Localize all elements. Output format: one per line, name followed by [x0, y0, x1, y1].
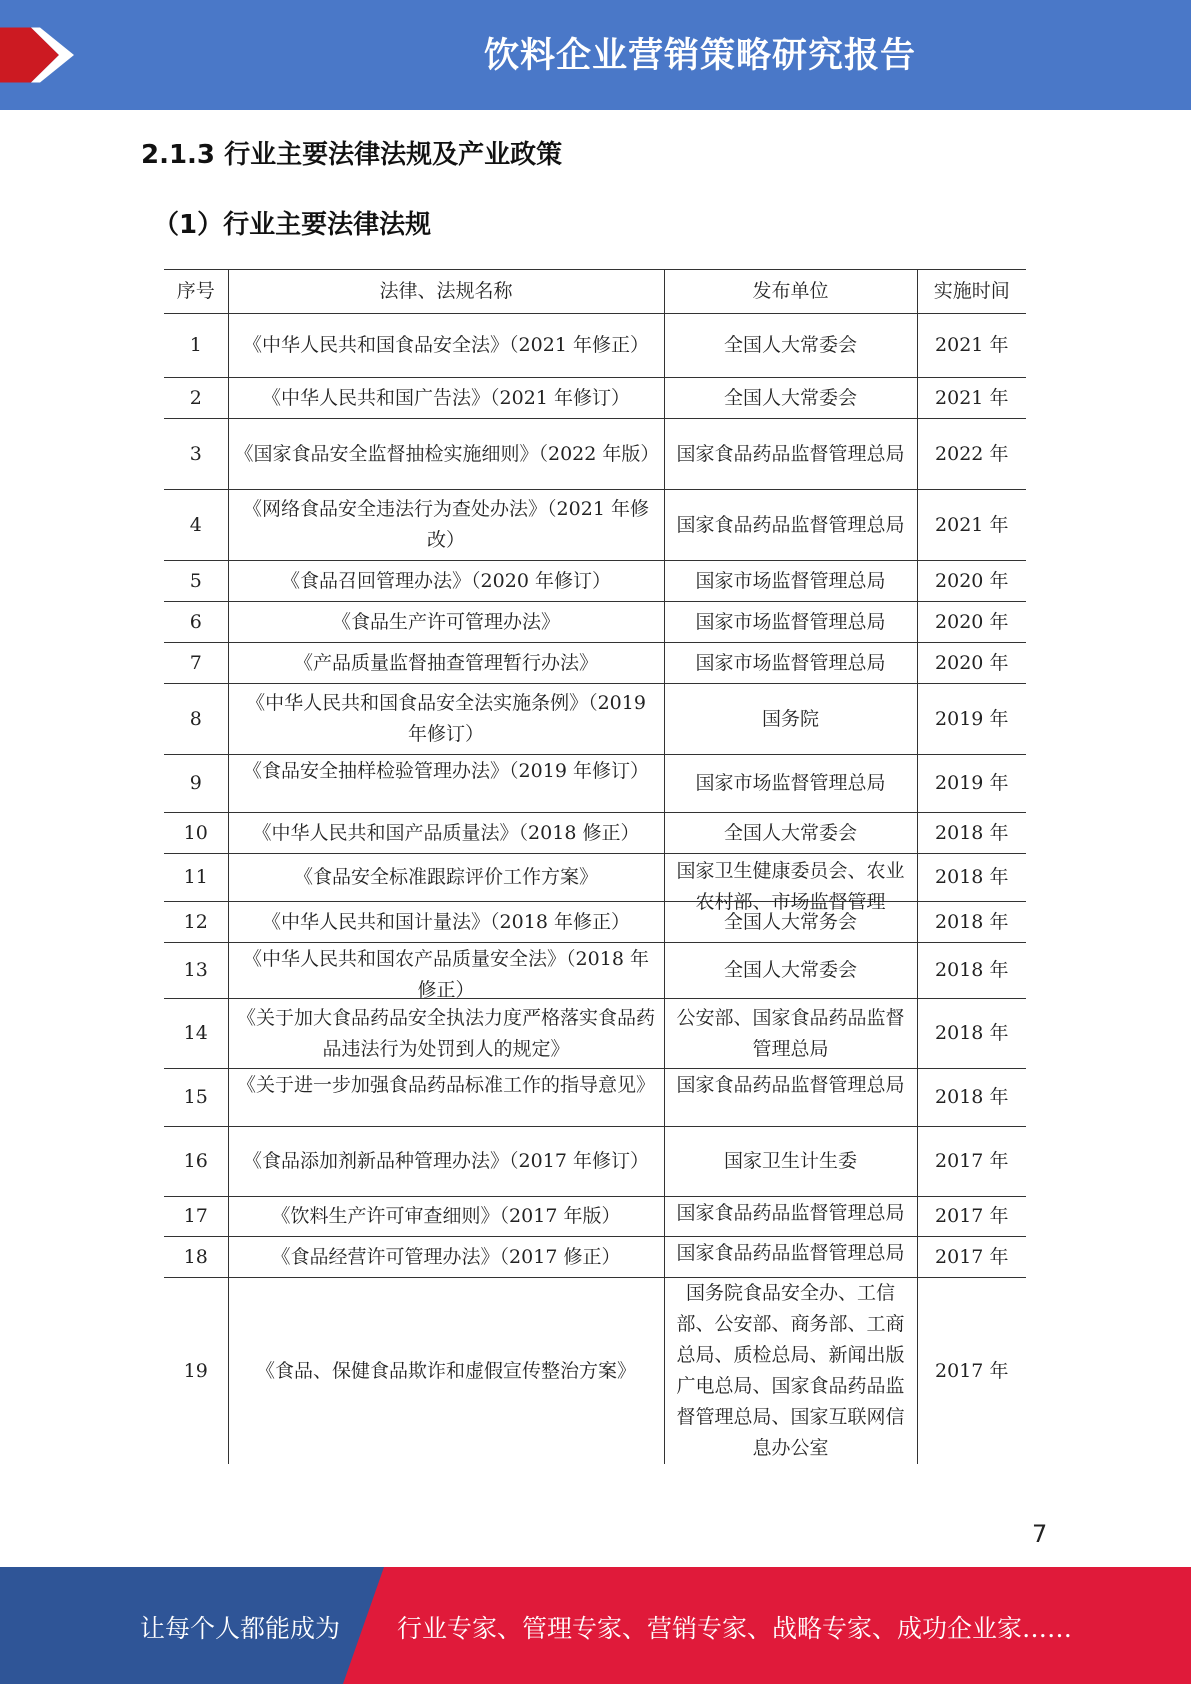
page-header	[0, 0, 1191, 110]
row-number: 17	[164, 1197, 228, 1237]
issuer: 国务院	[664, 684, 917, 755]
table-row	[164, 561, 1026, 602]
effective-date: 2020 年	[917, 602, 1026, 643]
law-name: 《产品质量监督抽查管理暂行办法》	[228, 643, 664, 684]
effective-date: 2018 年	[917, 854, 1026, 902]
issuer: 国家卫生计生委	[664, 1127, 917, 1197]
effective-date: 2017 年	[917, 1127, 1026, 1197]
issuer: 全国人大常委会	[664, 378, 917, 419]
table-row	[164, 755, 1026, 813]
law-name: 《食品召回管理办法》（2020 年修订）	[228, 561, 664, 602]
row-number: 13	[164, 943, 228, 999]
law-name: 《网络食品安全违法行为查处办法》（2021 年修改）	[228, 490, 664, 561]
issuer-text: 国家食品药品监督管理总局	[676, 1201, 905, 1224]
issuer	[664, 1237, 917, 1278]
law-name: 《饮料生产许可审查细则》（2017 年版）	[228, 1197, 664, 1237]
effective-date: 2022 年	[917, 419, 1026, 490]
table-row	[164, 314, 1026, 378]
table-row	[164, 378, 1026, 419]
table-row	[164, 854, 1026, 902]
law-name: 《中华人民共和国产品质量法》（2018 修正）	[228, 813, 664, 854]
law-name	[228, 1069, 664, 1127]
issuer: 全国人大常委会	[664, 813, 917, 854]
row-number: 12	[164, 902, 228, 943]
subsection-heading: （1）行业主要法律法规	[153, 210, 432, 240]
table-row	[164, 1278, 1026, 1465]
effective-date: 2020 年	[917, 561, 1026, 602]
issuer-text: 国家食品药品监督管理总局	[676, 1242, 905, 1264]
row-number: 2	[164, 378, 228, 419]
column-header-name: 法律、法规名称	[228, 270, 664, 314]
table-row	[164, 1197, 1026, 1237]
law-name: 《中华人民共和国计量法》（2018 年修正）	[228, 902, 664, 943]
row-number: 7	[164, 643, 228, 684]
effective-date: 2020 年	[917, 643, 1026, 684]
effective-date: 2021 年	[917, 490, 1026, 561]
issuer: 国家食品药品监督管理总局	[664, 419, 917, 490]
column-header-date: 实施时间	[917, 270, 1026, 314]
effective-date: 2021 年	[917, 378, 1026, 419]
effective-date: 2017 年	[917, 1278, 1026, 1465]
row-number: 11	[164, 854, 228, 902]
row-number: 1	[164, 314, 228, 378]
law-name-text: 《关于进一步加强食品药品标准工作的指导意见》	[236, 1073, 655, 1096]
issuer: 国家市场监督管理总局	[664, 643, 917, 684]
column-header-issuer: 发布单位	[664, 270, 917, 314]
row-number: 8	[164, 684, 228, 755]
law-name-text: 《食品安全抽样检验管理办法》（2019 年修订）	[243, 759, 649, 782]
table-row	[164, 1069, 1026, 1127]
law-name: 《食品添加剂新品种管理办法》（2017 年修订）	[228, 1127, 664, 1197]
section-heading: 2.1.3 行业主要法律法规及产业政策	[141, 140, 563, 170]
issuer: 国家食品药品监督管理总局	[664, 490, 917, 561]
table-row	[164, 684, 1026, 755]
report-title: 饮料企业营销策略研究报告	[483, 36, 916, 76]
effective-date: 2021 年	[917, 314, 1026, 378]
issuer: 国家市场监督管理总局	[664, 755, 917, 813]
law-name: 《食品生产许可管理办法》	[228, 602, 664, 643]
table-row	[164, 813, 1026, 854]
law-name: 《国家食品安全监督抽检实施细则》（2022 年版）	[228, 419, 664, 490]
issuer	[664, 1197, 917, 1237]
table-row	[164, 490, 1026, 561]
page-footer	[0, 1567, 1191, 1684]
issuer-text: 国家食品药品监督管理总局	[676, 1073, 905, 1096]
law-name: 《食品经营许可管理办法》（2017 修正）	[228, 1237, 664, 1278]
law-name: 《关于加大食品药品安全执法力度严格落实食品药品违法行为处罚到人的规定》	[228, 999, 664, 1069]
issuer	[664, 854, 917, 913]
table-row	[164, 999, 1026, 1069]
effective-date: 2018 年	[917, 999, 1026, 1069]
laws-table	[164, 269, 1026, 1464]
row-number: 10	[164, 813, 228, 854]
footer-slogan-left: 让每个人都能成为	[140, 1614, 341, 1643]
table-row	[164, 643, 1026, 684]
issuer: 国务院食品安全办、工信部、公安部、商务部、工商总局、质检总局、新闻出版广电总局、国家食品药品监督管理总局、国家互联网信息办公室	[664, 1278, 917, 1465]
law-name-text: 《中华人民共和国农产品质量安全法》（2018 年修正）	[243, 947, 649, 1001]
table-row	[164, 902, 1026, 943]
effective-date: 2018 年	[917, 813, 1026, 854]
issuer: 全国人大常委会	[664, 314, 917, 378]
table-row	[164, 1237, 1026, 1278]
issuer: 全国人大常务会	[664, 902, 917, 943]
row-number: 3	[164, 419, 228, 490]
issuer-text: 国家卫生健康委员会、农业农村部、市场监督管理	[676, 860, 905, 913]
effective-date: 2019 年	[917, 755, 1026, 813]
issuer	[664, 1069, 917, 1127]
row-number: 14	[164, 999, 228, 1069]
table-row	[164, 1127, 1026, 1197]
footer-slogan-right: 行业专家、管理专家、营销专家、战略专家、成功企业家……	[397, 1614, 1073, 1643]
table-header-row	[164, 270, 1026, 314]
table-row	[164, 943, 1026, 999]
law-name: 《中华人民共和国食品安全法》（2021 年修正）	[228, 314, 664, 378]
header-arrow-decoration	[0, 0, 80, 110]
table-row	[164, 419, 1026, 490]
issuer: 国家市场监督管理总局	[664, 561, 917, 602]
law-name: 《中华人民共和国食品安全法实施条例》（2019 年修订）	[228, 684, 664, 755]
issuer: 公安部、国家食品药品监督管理总局	[664, 999, 917, 1069]
row-number: 4	[164, 490, 228, 561]
row-number: 15	[164, 1069, 228, 1127]
effective-date: 2018 年	[917, 1069, 1026, 1127]
row-number: 5	[164, 561, 228, 602]
effective-date: 2017 年	[917, 1237, 1026, 1278]
issuer: 全国人大常委会	[664, 943, 917, 999]
row-number: 19	[164, 1278, 228, 1465]
column-header-number: 序号	[164, 270, 228, 314]
effective-date: 2018 年	[917, 943, 1026, 999]
row-number: 18	[164, 1237, 228, 1278]
law-name: 《食品、保健食品欺诈和虚假宣传整治方案》	[228, 1278, 664, 1465]
issuer: 国家市场监督管理总局	[664, 602, 917, 643]
law-name: 《中华人民共和国广告法》（2021 年修订）	[228, 378, 664, 419]
table-row	[164, 602, 1026, 643]
law-name	[228, 943, 664, 999]
row-number: 6	[164, 602, 228, 643]
row-number: 9	[164, 755, 228, 813]
page-number: 7	[1032, 1520, 1048, 1548]
effective-date: 2017 年	[917, 1197, 1026, 1237]
effective-date: 2018 年	[917, 902, 1026, 943]
law-name	[228, 755, 664, 813]
law-name: 《食品安全标准跟踪评价工作方案》	[228, 854, 664, 902]
row-number: 16	[164, 1127, 228, 1197]
effective-date: 2019 年	[917, 684, 1026, 755]
